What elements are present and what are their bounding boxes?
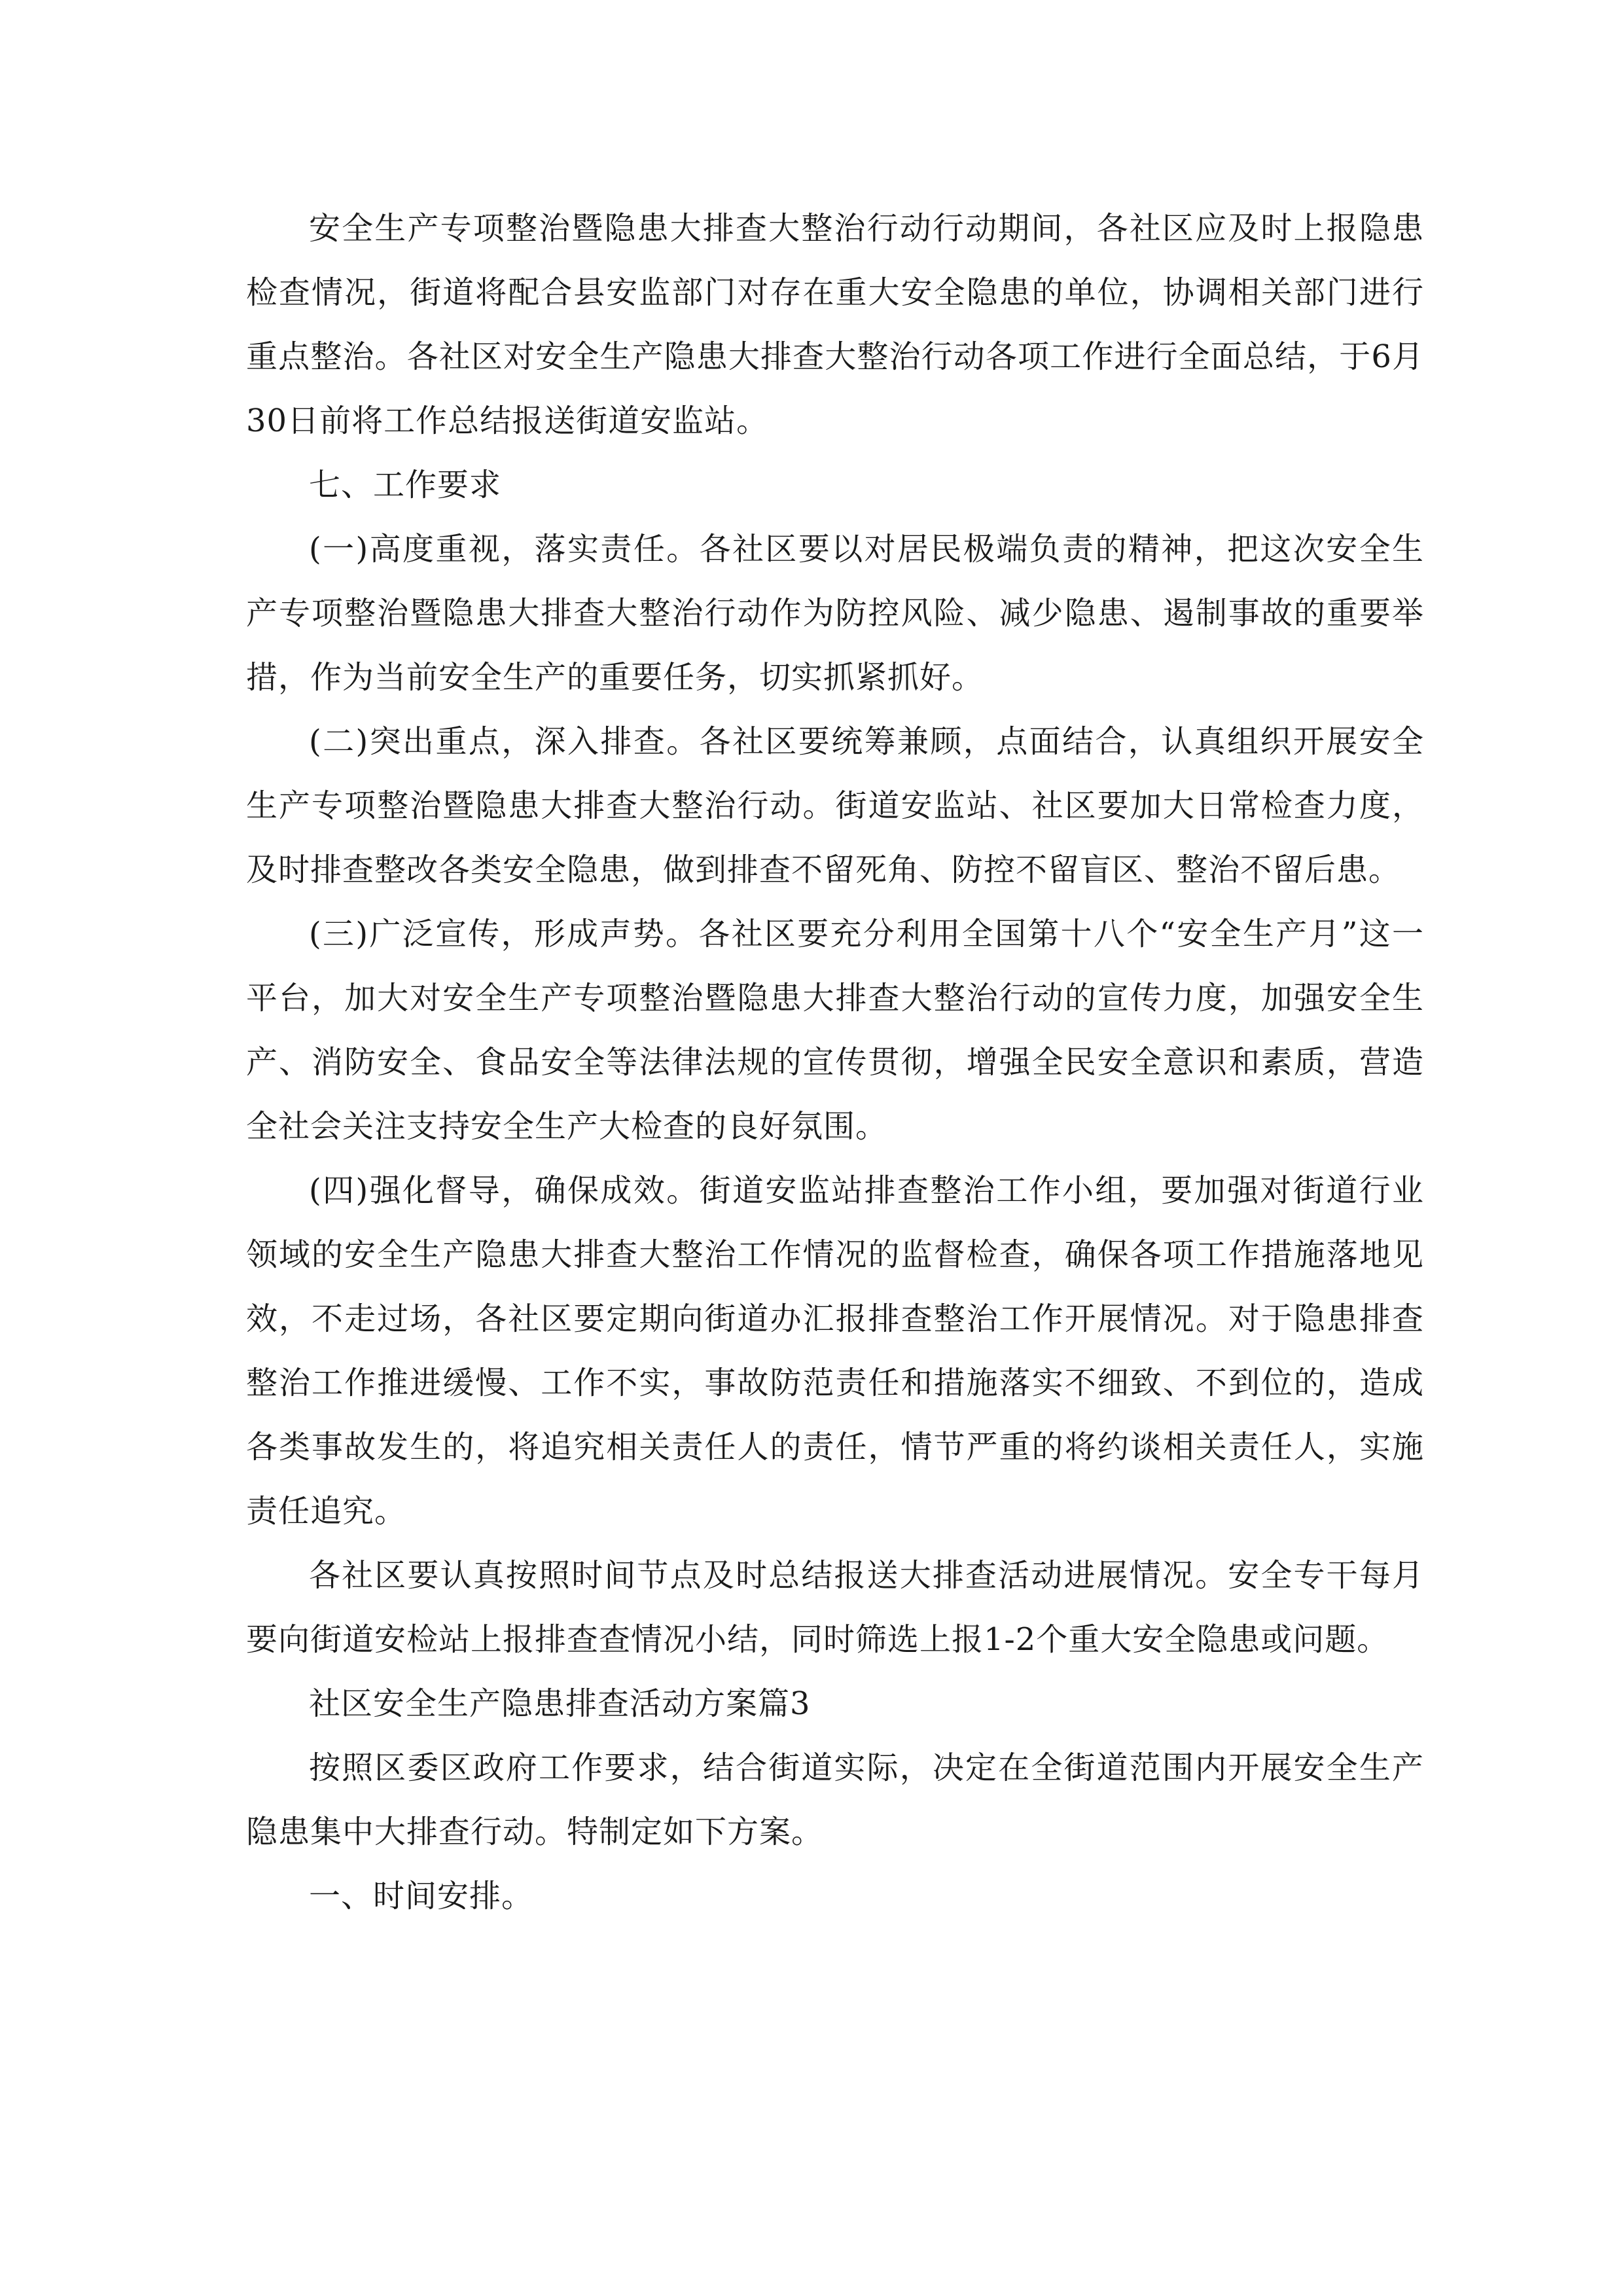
heading-work-requirements: 七、工作要求: [309, 467, 502, 503]
paragraph-requirement-1: (一)高度重视，落实责任。各社区要以对居民极端负责的精神，把这次安全生产专项整治暨隐患大排查大整治行动作为防控风险、减少隐患、遏制事故的重要举措，作为当前安全生产的重要任务，切实抓紧抓好。: [246, 531, 1424, 696]
document-body: [246, 196, 1424, 1928]
paragraph-summary: 安全生产专项整治暨隐患大排查大整治行动行动期间，各社区应及时上报隐患检查情况，街道将配合县安监部门对存在重大安全隐患的单位，协调相关部门进行重点整治。各社区对安全生产隐患大排查大整治行动各项工作进行全面总结，于6月30日前将工作总结报送街道安监站。: [246, 210, 1424, 439]
heading-time-schedule: 一、时间安排。: [309, 1878, 534, 1914]
paragraph-requirement-4: (四)强化督导，确保成效。街道安监站排查整治工作小组，要加强对街道行业领域的安全生产隐患大排查大整治工作情况的监督检查，确保各项工作措施落地见效，不走过场，各社区要定期向街道办汇报排查整治工作开展情况。对于隐患排查整治工作推进缓慢、工作不实，事故防范责任和措施落实不细致、不到位的，造成各类事故发生的，将追究相关责任人的责任，情节严重的将约谈相关责任人，实施责任追究。: [246, 1172, 1424, 1530]
paragraph-reporting: 各社区要认真按照时间节点及时总结报送大排查活动进展情况。安全专干每月要向街道安检站上报排查查情况小结，同时筛选上报1-2个重大安全隐患或问题。: [246, 1557, 1424, 1658]
heading-plan-3: 社区安全生产隐患排查活动方案篇3: [309, 1685, 811, 1722]
paragraph-requirement-3: (三)广泛宣传，形成声势。各社区要充分利用全国第十八个“安全生产月”这一平台，加大对安全生产专项整治暨隐患大排查大整治行动的宣传力度，加强安全生产、消防安全、食品安全等法律法规的宣传贯彻，增强全民安全意识和素质，营造全社会关注支持安全生产大检查的良好氛围。: [246, 916, 1424, 1145]
paragraph-plan-intro: 按照区委区政府工作要求，结合街道实际，决定在全街道范围内开展安全生产隐患集中大排查行动。特制定如下方案。: [246, 1749, 1424, 1850]
paragraph-requirement-2: (二)突出重点，深入排查。各社区要统筹兼顾，点面结合，认真组织开展安全生产专项整治暨隐患大排查大整治行动。街道安监站、社区要加大日常检查力度，及时排查整改各类安全隐患，做到排查不留死角、防控不留盲区、整治不留后患。: [246, 723, 1424, 888]
